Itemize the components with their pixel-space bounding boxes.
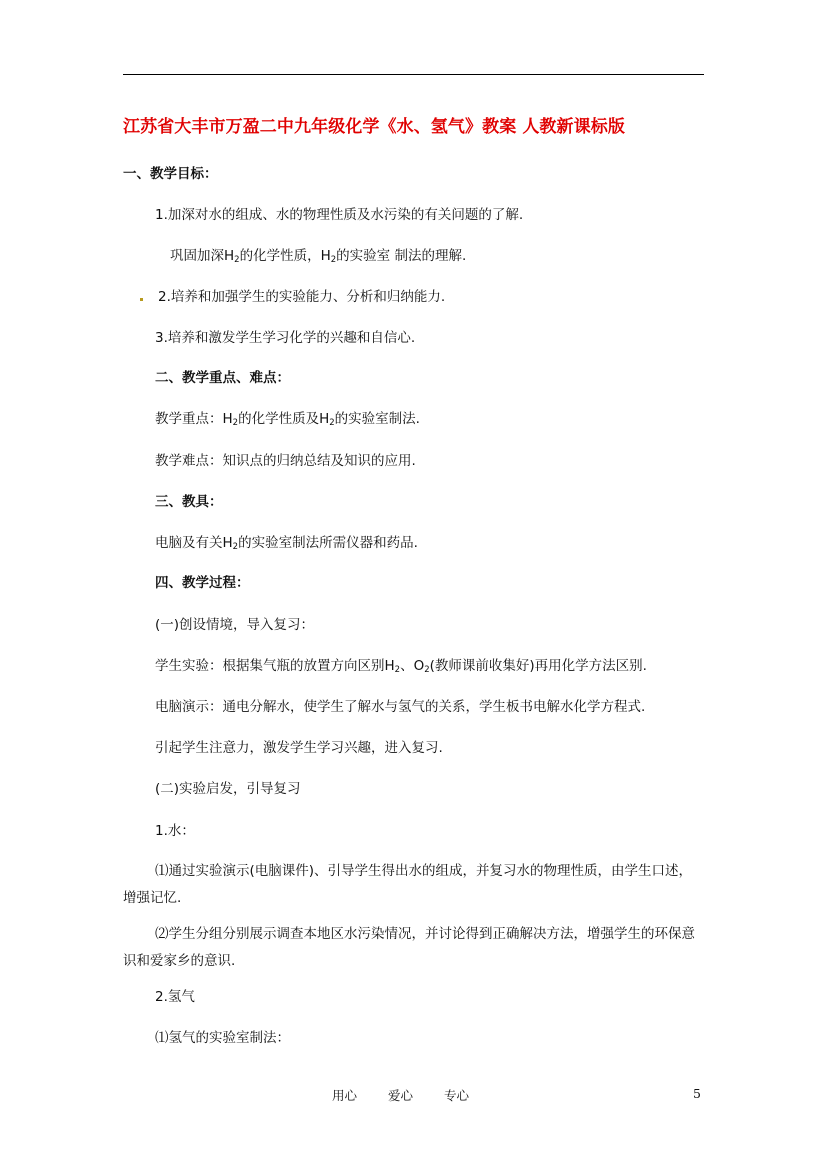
attention-note: 引起学生注意力，激发学生学习兴趣，进入复习. xyxy=(155,740,443,756)
objective-2: 2.培养和加强学生的实验能力、分析和归纳能力. xyxy=(158,289,446,305)
chem-symbol: H xyxy=(320,248,331,264)
text-segment: 电脑及有关 xyxy=(155,535,223,551)
text-segment: 教学重点： xyxy=(155,411,223,427)
hydrogen-paragraph-1: ⑴氢气的实验室制法： xyxy=(155,1030,290,1046)
subscript: 2 xyxy=(330,255,337,265)
document-title: 江苏省大丰市万盈二中九年级化学《水、氢气》教案 人教新课标版 xyxy=(123,117,625,137)
section-heading-tools: 三、教具： xyxy=(155,494,223,510)
student-experiment xyxy=(155,656,647,680)
footer-motto-2: 爱心 xyxy=(388,1088,414,1103)
objective-3: 3.培养和激发学生学习化学的兴趣和自信心. xyxy=(155,330,416,346)
objective-1-continued xyxy=(170,246,466,270)
chem-symbol: H xyxy=(384,658,395,674)
chem-symbol: H xyxy=(224,248,235,264)
header-rule xyxy=(123,74,704,75)
text-segment: 的化学性质， xyxy=(239,248,321,264)
objective-1: 1.加深对水的组成、水的物理性质及水污染的有关问题的了解. xyxy=(155,207,524,223)
section-heading-process: 四、教学过程： xyxy=(155,575,250,591)
text-segment: 的实验室 制法的理解. xyxy=(336,248,467,264)
process-step-1: (一)创设情境，导入复习： xyxy=(155,617,315,633)
computer-demo: 电脑演示：通电分解水，使学生了解水与氢气的关系，学生板书电解水化学方程式. xyxy=(155,699,646,715)
section-heading-objectives: 一、教学目标： xyxy=(123,166,218,182)
page-number: 5 xyxy=(693,1086,701,1101)
chem-symbol: H xyxy=(319,411,330,427)
subscript: 2 xyxy=(424,665,430,675)
tools-list xyxy=(155,533,418,557)
process-step-2: (二)实验启发，引导复习 xyxy=(155,781,301,797)
subscript: 2 xyxy=(234,255,240,265)
chem-symbol: H xyxy=(222,411,233,427)
section-heading-key-points: 二、教学重点、难点： xyxy=(155,370,290,386)
text-segment: (教师课前收集好)再用化学方法区别. xyxy=(429,658,647,674)
footer-motto-1: 用心 xyxy=(332,1088,358,1103)
text-segment: 学生实验：根据集气瓶的放置方向区别 xyxy=(155,658,385,674)
water-paragraph-1: ⑴通过实验演示(电脑课件)、引导学生得出水的组成，并复习水的物理性质，由学生口述，增强记忆. xyxy=(123,863,693,906)
chem-symbol: O xyxy=(413,658,425,674)
text-segment: 、 xyxy=(400,658,414,674)
water-paragraph-2: ⑵学生分组分别展示调查本地区水污染情况，并讨论得到正确解决方法，增强学生的环保意识和爱家乡的意识. xyxy=(123,926,695,969)
subscript: 2 xyxy=(232,418,239,428)
footer-motto-3: 专心 xyxy=(444,1088,470,1103)
text-segment: 的化学性质及 xyxy=(238,411,320,427)
subscript: 2 xyxy=(394,665,401,675)
text-segment: 的实验室制法所需仪器和药品. xyxy=(238,535,418,551)
teaching-focus xyxy=(155,409,420,433)
text-segment: 的实验室制法. xyxy=(334,411,420,427)
topic-water: 1.水： xyxy=(155,823,195,839)
subscript: 2 xyxy=(329,418,335,428)
text-segment: 巩固加深 xyxy=(170,248,224,264)
topic-hydrogen: 2.氢气 xyxy=(155,989,195,1005)
chem-symbol: H xyxy=(222,535,233,551)
margin-mark xyxy=(140,298,143,301)
subscript: 2 xyxy=(232,542,239,552)
teaching-difficulty: 教学难点：知识点的归纳总结及知识的应用. xyxy=(155,453,416,469)
